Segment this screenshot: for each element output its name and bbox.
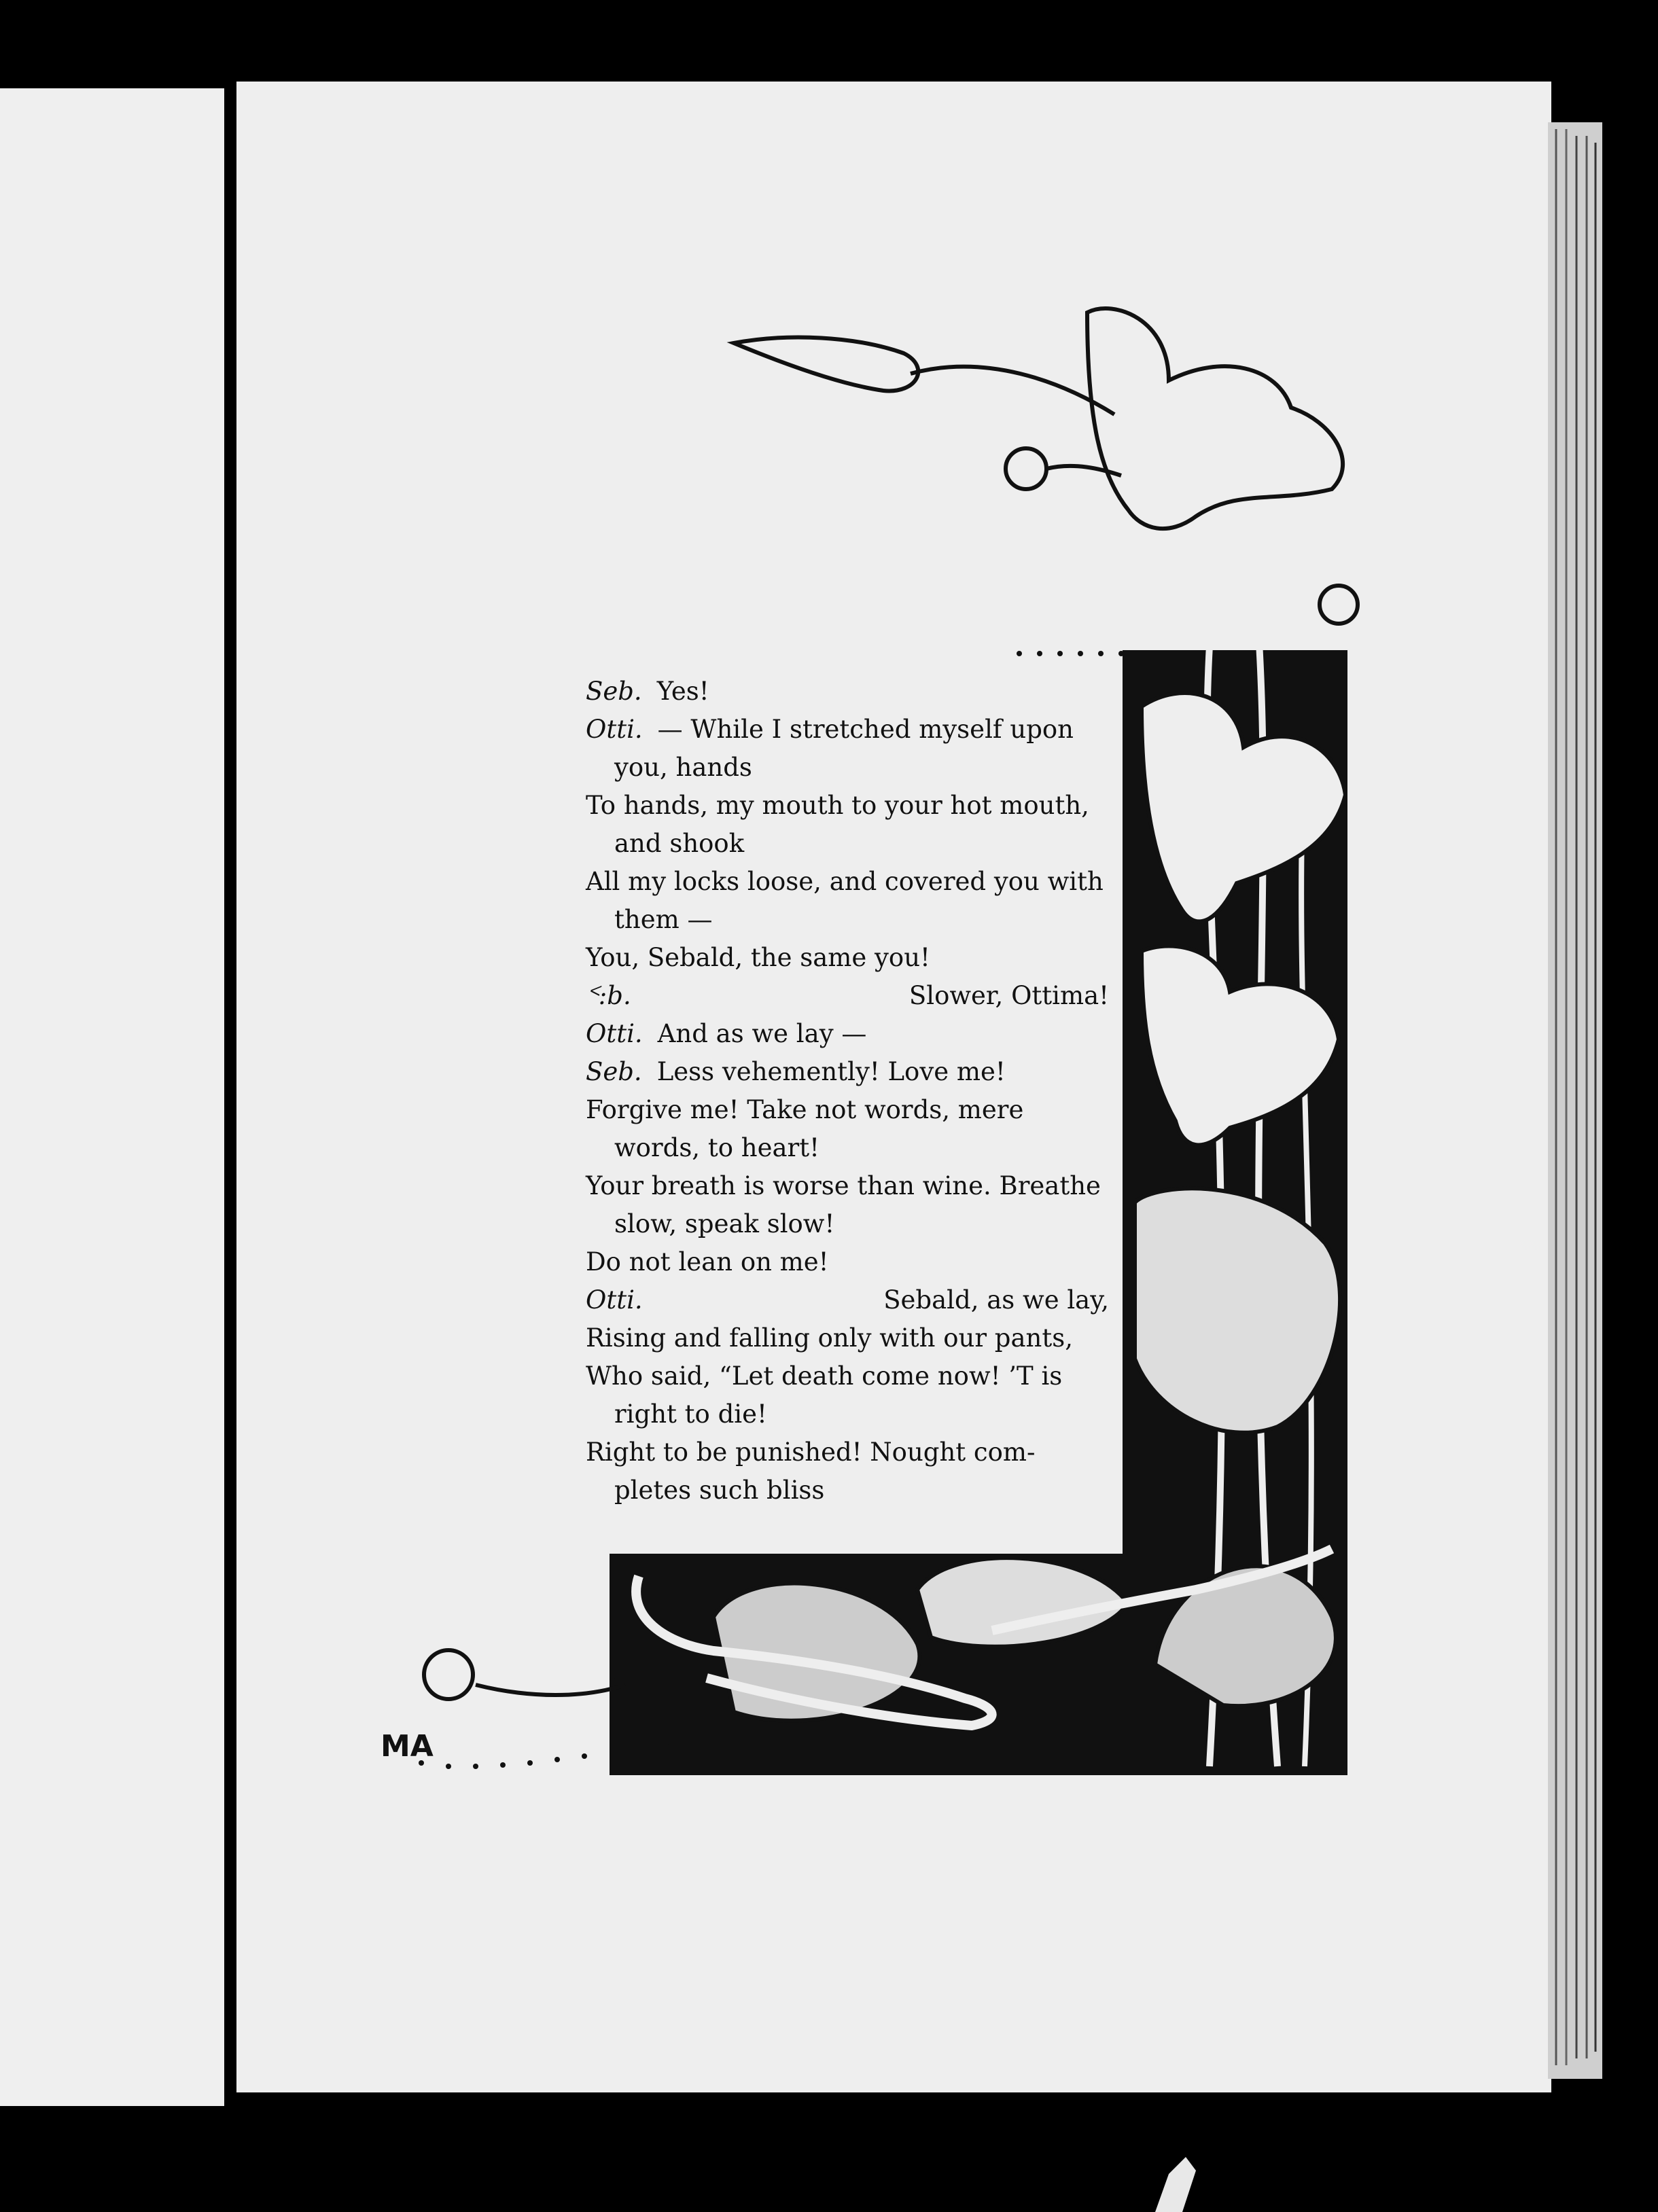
poem-line (586, 1053, 1109, 1091)
poem-line (586, 825, 1109, 863)
poem-line (586, 673, 1109, 711)
line-text: slow, speak slow! (614, 1209, 835, 1238)
poem-line (586, 749, 1109, 787)
poem-line (586, 863, 1109, 901)
poem-line (586, 1167, 1109, 1205)
line-text: right to die! (614, 1399, 767, 1429)
poem-text-block (586, 673, 1109, 1510)
poem-line (586, 1015, 1109, 1053)
poem-line (586, 1091, 1109, 1129)
poem-line (586, 1395, 1109, 1433)
line-text: Your breath is worse than wine. Breathe (586, 1171, 1101, 1200)
poem-line (586, 1243, 1109, 1281)
line-text: Forgive me! Take not words, mere (586, 1095, 1024, 1124)
poem-line (586, 711, 1109, 749)
left-page (0, 88, 224, 2106)
poem-line (586, 1471, 1109, 1510)
speaker-label: Otti. (586, 1285, 643, 1315)
line-text: You, Sebald, the same you! (586, 943, 930, 972)
line-text: Less vehemently! Love me! (656, 1057, 1006, 1086)
poem-line (586, 1433, 1109, 1471)
page-stack-edge (1548, 122, 1602, 2079)
poem-line (586, 1319, 1109, 1357)
speaker-label: ᑉ:b. (586, 981, 631, 1010)
poem-line (586, 939, 1109, 977)
line-text: Rising and falling only with our pants, (586, 1323, 1073, 1353)
line-text: All my locks loose, and covered you with (586, 867, 1104, 896)
poem-line (586, 1205, 1109, 1243)
poem-line (586, 1357, 1109, 1395)
speaker-label: Otti. (586, 1019, 643, 1048)
poem-line (586, 901, 1109, 939)
line-text: pletes such bliss (614, 1476, 825, 1505)
line-text: Yes! (656, 677, 709, 706)
poem-line (586, 977, 1109, 1015)
speaker-label: Seb. (586, 1057, 642, 1086)
line-text: Who said, “Let death come now! ’T is (586, 1361, 1063, 1391)
line-text: and shook (614, 829, 745, 858)
line-text-right: Slower, Ottima! (909, 981, 1109, 1010)
line-text: And as we lay — (657, 1019, 867, 1048)
speaker-label: Otti. (586, 715, 643, 744)
line-text: Do not lean on me! (586, 1247, 829, 1277)
line-text: you, hands (614, 753, 752, 782)
line-text: words, to heart! (614, 1133, 819, 1162)
poem-line (586, 787, 1109, 825)
poem-line (586, 1129, 1109, 1167)
poem-line (586, 1281, 1109, 1319)
line-text-right: Sebald, as we lay, (883, 1285, 1109, 1315)
speaker-label: Seb. (586, 677, 642, 706)
line-text: them — (614, 905, 713, 934)
line-text: — While I stretched myself upon (657, 715, 1074, 744)
monogram: MA (381, 1729, 434, 1764)
line-text: To hands, my mouth to your hot mouth, (586, 791, 1089, 820)
line-text: Right to be punished! Nought com- (586, 1438, 1036, 1467)
